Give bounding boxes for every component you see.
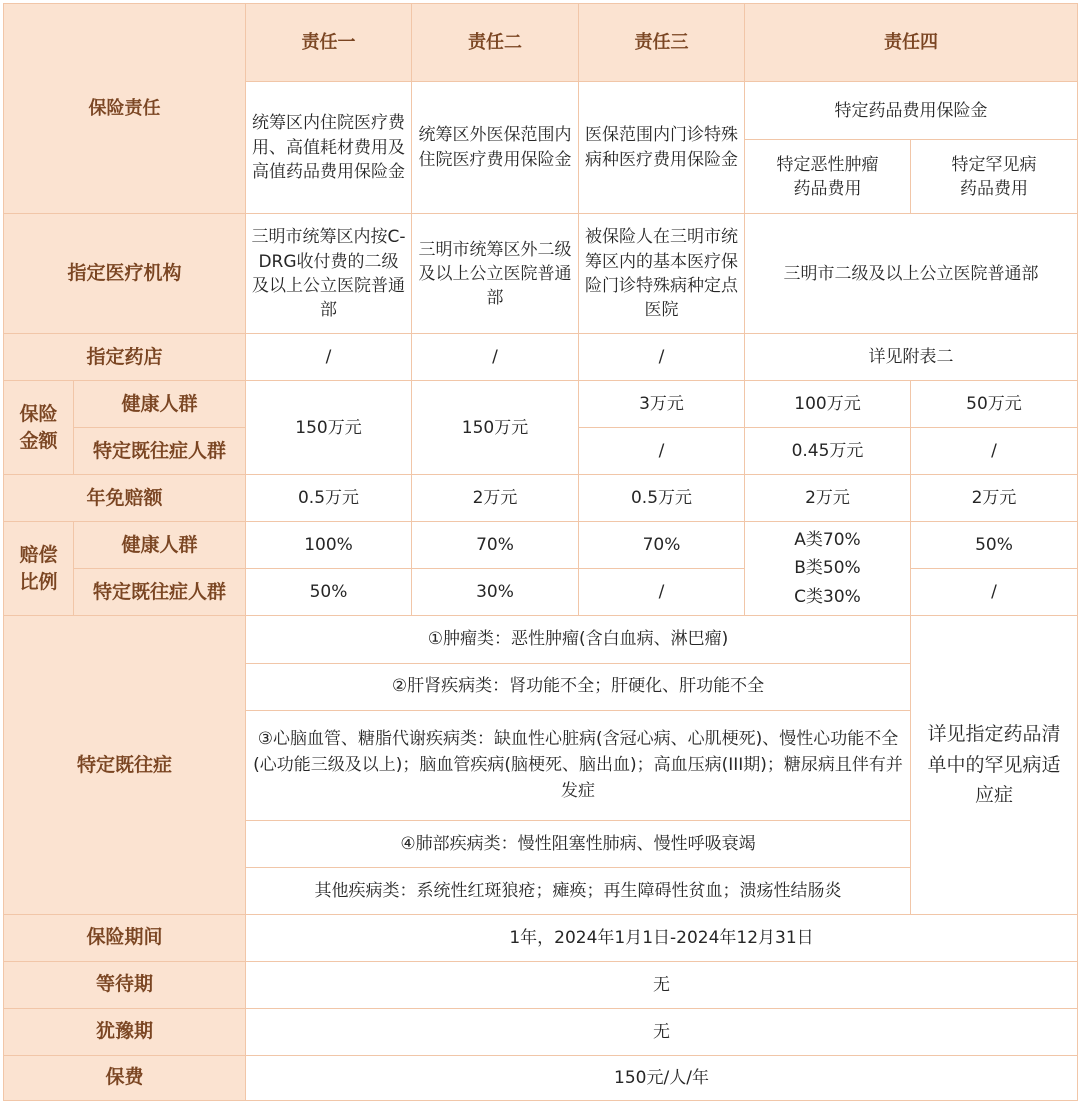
pharmacy-3: /: [579, 334, 745, 381]
deductible-4b: 2万元: [911, 475, 1078, 522]
insurance-table: [3, 3, 1078, 1101]
deductible-2: 2万元: [412, 475, 579, 522]
ratio-4a: A类70% B类50% C类30%: [745, 522, 911, 616]
condition-cardio-metabolic: ③心脑血管、糖脂代谢疾病类：缺血性心脏病(含冠心病、心肌梗死)、慢性心功能不全(心功能三级及以上)；脑血管疾病(脑梗死、脑出血)；高血压病(III期)；糖尿病且伴有并发症: [246, 710, 911, 820]
coverage-label: 保险 金额: [4, 381, 74, 475]
ratio-2-healthy: 70%: [412, 522, 579, 569]
waiting-value: 无: [246, 961, 1078, 1008]
deductible-label: 年免赔额: [4, 475, 246, 522]
liability-label: 保险责任: [4, 4, 246, 214]
liability-1-desc: 统筹区内住院医疗费用、高值耗材费用及高值药品费用保险金: [246, 82, 412, 214]
deductible-1: 0.5万元: [246, 475, 412, 522]
ratio-4b-healthy: 50%: [911, 522, 1078, 569]
coverage-4b-preexist: /: [911, 428, 1078, 475]
coverage-4a-healthy: 100万元: [745, 381, 911, 428]
period-label: 保险期间: [4, 914, 246, 961]
liability-4a-desc: 特定恶性肿瘤 药品费用: [745, 140, 911, 214]
pharmacy-label: 指定药店: [4, 334, 246, 381]
liability-4b-desc: 特定罕见病 药品费用: [911, 140, 1078, 214]
liability-1-header: 责任一: [246, 4, 412, 82]
premium-value: 150元/人/年: [246, 1055, 1078, 1100]
coverage-2: 150万元: [412, 381, 579, 475]
ratio-1-preexist: 50%: [246, 569, 412, 616]
ratio-preexist-label: 特定既往症人群: [74, 569, 246, 616]
coverage-3-preexist: /: [579, 428, 745, 475]
cooling-label: 犹豫期: [4, 1008, 246, 1055]
institution-2: 三明市统筹区外二级及以上公立医院普通部: [412, 214, 579, 334]
institution-3: 被保险人在三明市统筹区内的基本医疗保险门诊特殊病种定点医院: [579, 214, 745, 334]
institution-label: 指定医疗机构: [4, 214, 246, 334]
pharmacy-1: /: [246, 334, 412, 381]
ratio-3-preexist: /: [579, 569, 745, 616]
condition-rare-disease: 详见指定药品清单中的罕见病适应症: [911, 616, 1078, 914]
liability-2-desc: 统筹区外医保范围内住院医疗费用保险金: [412, 82, 579, 214]
condition-tumor: ①肿瘤类：恶性肿瘤(含白血病、淋巴瘤): [246, 616, 911, 663]
deductible-3: 0.5万元: [579, 475, 745, 522]
waiting-label: 等待期: [4, 961, 246, 1008]
ratio-2-preexist: 30%: [412, 569, 579, 616]
pharmacy-2: /: [412, 334, 579, 381]
ratio-3-healthy: 70%: [579, 522, 745, 569]
ratio-label: 赔偿 比例: [4, 522, 74, 616]
liability-4-desc: 特定药品费用保险金: [745, 82, 1078, 140]
premium-label: 保费: [4, 1055, 246, 1100]
coverage-4a-preexist: 0.45万元: [745, 428, 911, 475]
coverage-healthy-label: 健康人群: [74, 381, 246, 428]
liability-3-header: 责任三: [579, 4, 745, 82]
condition-lung: ④肺部疾病类：慢性阻塞性肺病、慢性呼吸衰竭: [246, 820, 911, 867]
deductible-4a: 2万元: [745, 475, 911, 522]
ratio-1-healthy: 100%: [246, 522, 412, 569]
condition-other: 其他疾病类：系统性红斑狼疮；瘫痪；再生障碍性贫血；溃疡性结肠炎: [246, 867, 911, 914]
period-value: 1年，2024年1月1日-2024年12月31日: [246, 914, 1078, 961]
liability-2-header: 责任二: [412, 4, 579, 82]
ratio-healthy-label: 健康人群: [74, 522, 246, 569]
coverage-3-healthy: 3万元: [579, 381, 745, 428]
ratio-4b-preexist: /: [911, 569, 1078, 616]
liability-3-desc: 医保范围内门诊特殊病种医疗费用保险金: [579, 82, 745, 214]
conditions-label: 特定既往症: [4, 616, 246, 914]
condition-liver-kidney: ②肝肾疾病类：肾功能不全；肝硬化、肝功能不全: [246, 663, 911, 710]
institution-4: 三明市二级及以上公立医院普通部: [745, 214, 1078, 334]
coverage-preexist-label: 特定既往症人群: [74, 428, 246, 475]
coverage-1: 150万元: [246, 381, 412, 475]
coverage-4b-healthy: 50万元: [911, 381, 1078, 428]
liability-4-header: 责任四: [745, 4, 1078, 82]
cooling-value: 无: [246, 1008, 1078, 1055]
pharmacy-4: 详见附表二: [745, 334, 1078, 381]
institution-1: 三明市统筹区内按C-DRG收付费的二级及以上公立医院普通部: [246, 214, 412, 334]
